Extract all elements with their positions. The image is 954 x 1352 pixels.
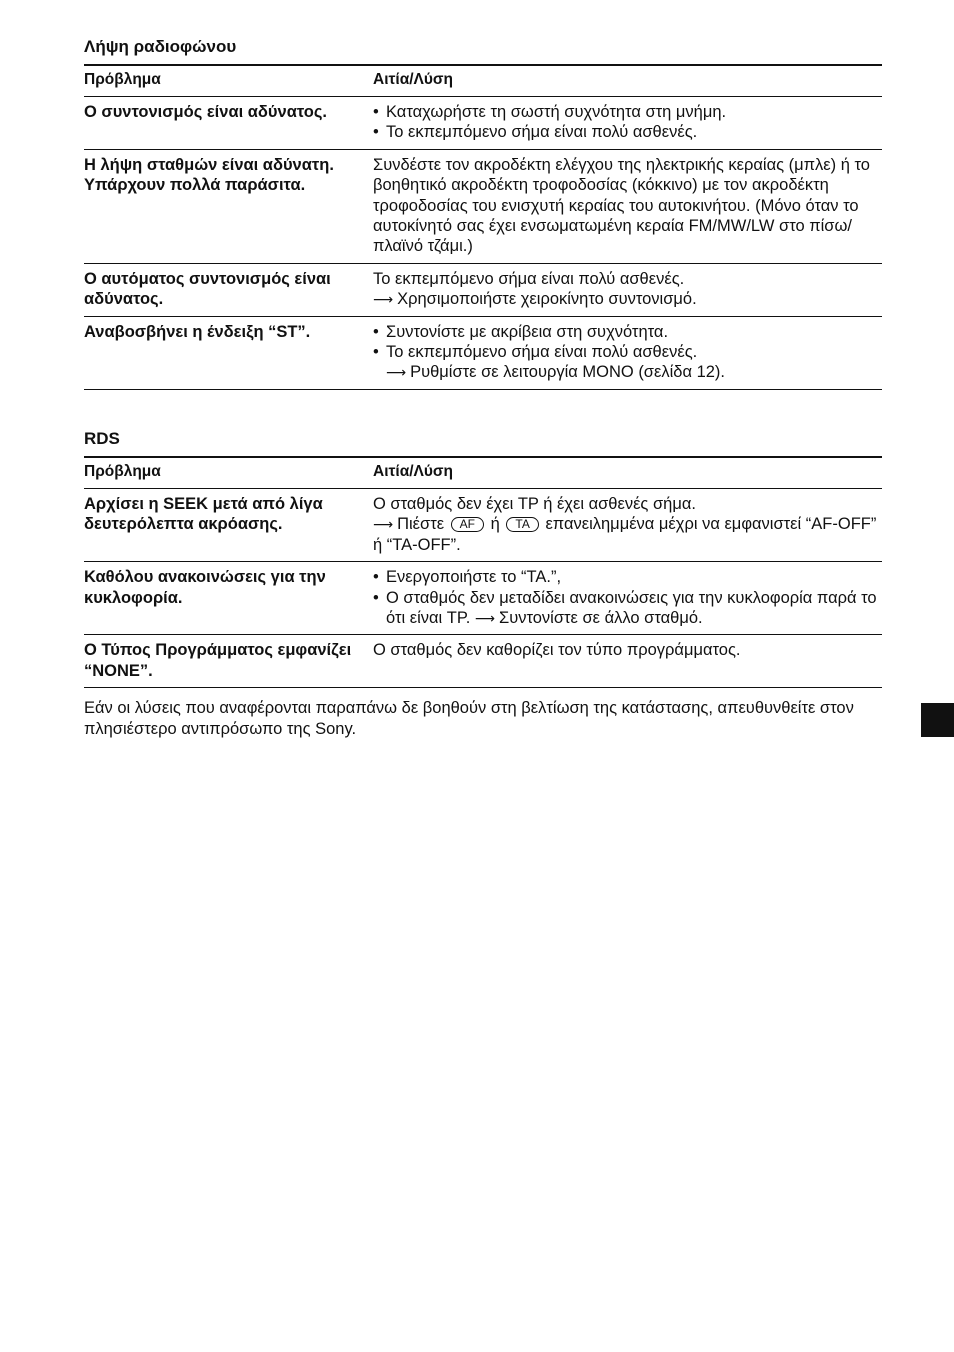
table-row bbox=[84, 562, 882, 635]
af-button-icon: AF bbox=[451, 517, 484, 532]
header-problem: Πρόβλημα bbox=[84, 457, 373, 489]
cause-cell bbox=[373, 97, 882, 150]
problem-cell: Αρχίσει η SEEK μετά από λίγα δευτερόλεπτα ακρόασης. bbox=[84, 488, 373, 561]
cause-list bbox=[373, 102, 882, 143]
table-row bbox=[84, 488, 882, 561]
list-item: • Το εκπεμπόμενο σήμα είναι πολύ ασθενές. bbox=[373, 343, 698, 362]
problem-cell: Η λήψη σταθμών είναι αδύνατη. Υπάρχουν πολλά παράσιτα. bbox=[84, 149, 373, 263]
cause-cell: Συνδέστε τον ακροδέκτη ελέγχου της ηλεκτρικής κεραίας (μπλε) ή το βοηθητικό ακροδέκτη τροφοδοσίας (κόκκινο) με τον ακροδέκτη τροφοδοσίας του ενισχυτή κεραίας του αυτοκινήτου. (Μόνο όταν το αυτοκίνητό σας έχει ενσωματωμένη κεραία FM/MW/LW στο πίσω/πλαϊνό τζάμι.) bbox=[373, 149, 882, 263]
rds-troubleshooting-table bbox=[84, 456, 882, 688]
table-row bbox=[84, 149, 882, 263]
problem-cell: Καθόλου ανακοινώσεις για την κυκλοφορία. bbox=[84, 562, 373, 635]
bullet-icon: • bbox=[373, 588, 379, 607]
table-row bbox=[84, 635, 882, 688]
arrow-right-icon: ⟶ bbox=[373, 516, 394, 533]
cause-text: Ο σταθμός δεν έχει TP ή έχει ασθενές σήμα. bbox=[373, 494, 696, 513]
list-item: • Καταχωρήστε τη σωστή συχνότητα στη μνήμη. bbox=[373, 103, 727, 121]
cause-cell: Ο σταθμός δεν καθορίζει τον τύπο προγράμματος. bbox=[373, 635, 882, 688]
list-item: • Το εκπεμπόμενο σήμα είναι πολύ ασθενές. bbox=[373, 123, 698, 142]
cause-cell bbox=[373, 488, 882, 561]
page-edge-tab bbox=[921, 703, 954, 737]
problem-cell: Ο συντονισμός είναι αδύνατος. bbox=[84, 97, 373, 150]
problem-cell: Ο Τύπος Προγράμματος εμφανίζει “NONE”. bbox=[84, 635, 373, 688]
bullet-icon: • bbox=[373, 568, 379, 587]
section-title-rds: RDS bbox=[84, 428, 120, 448]
problem-cell: Αναβοσβήνει η ένδειξη “ST”. bbox=[84, 316, 373, 389]
solution-line: ⟶ Ρυθμίστε σε λειτουργία MONO (σελίδα 12). bbox=[386, 363, 726, 382]
table-row bbox=[84, 316, 882, 389]
header-cause: Αιτία/Λύση bbox=[373, 65, 882, 97]
cause-list bbox=[373, 567, 882, 628]
footer-note: Εάν οι λύσεις που αναφέρονται παραπάνω δε βοηθούν στη βελτίωση της κατάστασης, απευθυνθείτε στον πλησιέστερο αντιπρόσωπο της Sony. bbox=[84, 699, 854, 738]
cause-cell bbox=[373, 263, 882, 316]
problem-cell: Ο αυτόματος συντονισμός είναι αδύνατος. bbox=[84, 263, 373, 316]
ta-button-icon: TA bbox=[506, 517, 538, 532]
solution-line: ⟶ Πιέστε AF ή TA επανειλημμένα μέχρι να εμφανιστεί “AF-OFF” ή “TA-OFF”. bbox=[373, 515, 877, 554]
section-title-radio: Λήψη ραδιοφώνου bbox=[84, 37, 237, 56]
table-header-row bbox=[84, 457, 882, 489]
cause-text: Το εκπεμπόμενο σήμα είναι πολύ ασθενές. bbox=[373, 269, 685, 288]
header-problem: Πρόβλημα bbox=[84, 65, 373, 97]
radio-troubleshooting-table bbox=[84, 64, 882, 390]
table-row bbox=[84, 97, 882, 150]
bullet-icon: • bbox=[373, 123, 379, 142]
table-row bbox=[84, 263, 882, 316]
bullet-icon: • bbox=[373, 343, 379, 362]
page-content bbox=[84, 36, 882, 739]
arrow-right-icon: ⟶ bbox=[386, 364, 407, 381]
cause-cell bbox=[373, 316, 882, 389]
bullet-icon: • bbox=[373, 322, 379, 341]
cause-list bbox=[373, 322, 882, 363]
bullet-icon: • bbox=[373, 103, 379, 121]
table-header-row bbox=[84, 65, 882, 97]
cause-cell bbox=[373, 562, 882, 635]
arrow-right-icon: ⟶ bbox=[373, 291, 394, 308]
list-item: • Ο σταθμός δεν μεταδίδει ανακοινώσεις για την κυκλοφορία παρά το ότι είναι TP. ⟶ Συντονίστε σε άλλο σταθμό. bbox=[373, 588, 877, 627]
arrow-right-icon: ⟶ bbox=[474, 609, 495, 626]
list-item: • Ενεργοποιήστε το “TA.”, bbox=[373, 568, 562, 587]
solution-line: ⟶ Χρησιμοποιήστε χειροκίνητο συντονισμό. bbox=[373, 290, 697, 309]
list-item: • Συντονίστε με ακρίβεια στη συχνότητα. bbox=[373, 322, 669, 341]
header-cause: Αιτία/Λύση bbox=[373, 457, 882, 489]
